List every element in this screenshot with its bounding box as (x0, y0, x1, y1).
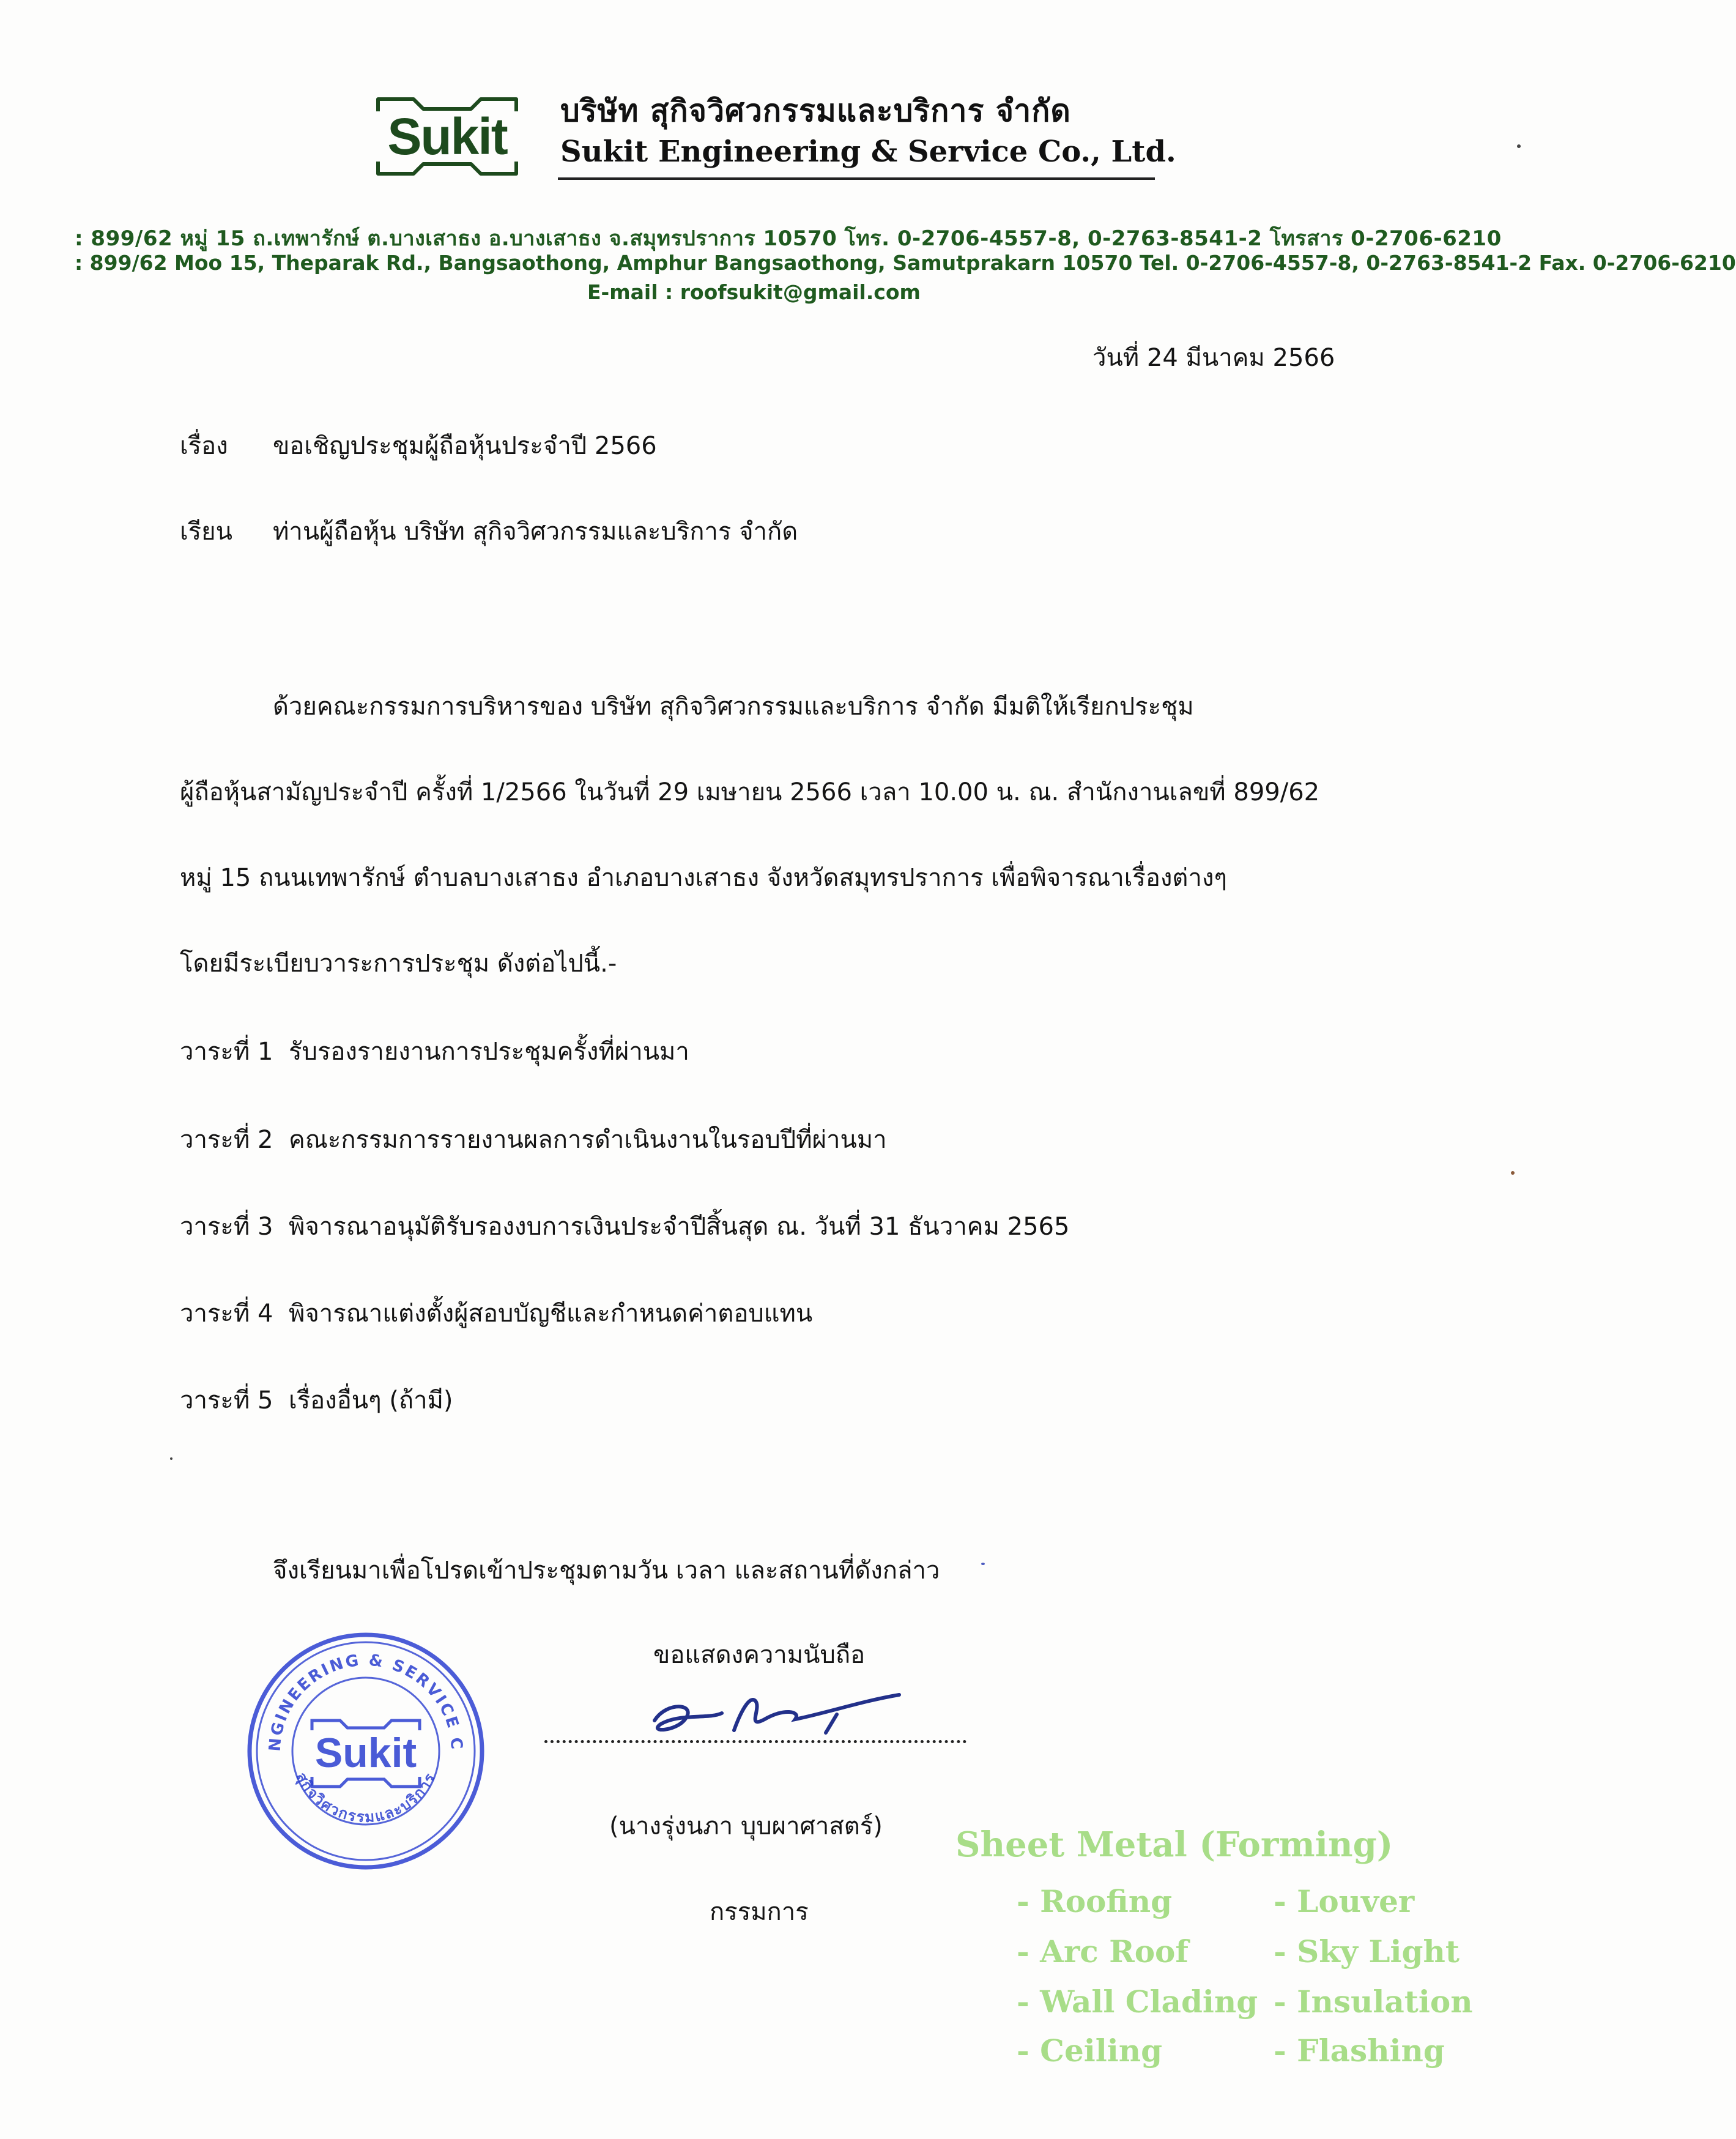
agenda-item (180, 1120, 887, 1159)
product-item: - Roofing (1017, 1883, 1173, 1919)
product-item: - Wall Clading (1017, 1984, 1258, 2020)
product-item: - Sky Light (1274, 1933, 1460, 1970)
agenda-label: วาระที่ 3 (180, 1213, 273, 1241)
agenda-label: วาระที่ 2 (180, 1126, 273, 1154)
agenda-item (180, 1380, 453, 1419)
handwritten-signature (642, 1676, 911, 1750)
product-item: - Louver (1274, 1883, 1415, 1919)
scan-speck (1511, 1171, 1515, 1175)
agenda-text: พิจารณาอนุมัติรับรองงบการเงินประจำปีสิ้นสุด ณ. วันที่ 31 ธันวาคม 2565 (289, 1213, 1070, 1241)
product-item: - Insulation (1274, 1984, 1473, 2020)
body-line: ด้วยคณะกรรมการบริหารของ บริษัท สุกิจวิศวกรรมและบริการ จำกัด มีมติให้เรียกประชุม (273, 693, 1194, 721)
company-email: E-mail : roofsukit@gmail.com (587, 280, 921, 304)
product-item: - Arc Roof (1017, 1933, 1189, 1970)
body-line: หมู่ 15 ถนนเทพารักษ์ ตำบลบางเสาธง อำเภอบางเสาธง จังหวัดสมุทรปราการ เพื่อพิจารณาเรื่องต่างๆ (180, 864, 1227, 892)
body-line: ผู้ถือหุ้นสามัญประจำปี ครั้งที่ 1/2566 ในวันที่ 29 เมษายน 2566 เวลา 10.00 น. ณ. สำนักงานเลขที่ 899/62 (180, 778, 1320, 806)
address-thai: : 899/62 หมู่ 15 ถ.เทพารักษ์ ต.บางเสาธง อ.บางเสาธง จ.สมุทรปราการ 10570 โทร. 0-2706-4557-8, 0-2763-8541-2 โทรสาร 0-2706-6210 (75, 226, 1502, 251)
agenda-label: วาระที่ 5 (180, 1386, 273, 1415)
agenda-text: คณะกรรมการรายงานผลการดำเนินงานในรอบปีที่ผ่านมา (289, 1126, 887, 1154)
svg-text:Sukit: Sukit (314, 1730, 417, 1776)
agenda-item (180, 1032, 689, 1071)
agenda-label: วาระที่ 4 (180, 1300, 273, 1328)
regards-text: ขอแสดงความนับถือ (653, 1641, 866, 1669)
svg-text:สุกิจวิศวกรรมและบริการ: สุกิจวิศวกรรมและบริการ (292, 1769, 439, 1826)
agenda-text: พิจารณาแต่งตั้งผู้สอบบัญชีและกำหนดค่าตอบแทน (289, 1300, 813, 1328)
closing-line: จึงเรียนมาเพื่อโปรดเข้าประชุมตามวัน เวลา และสถานที่ดังกล่าว (273, 1557, 940, 1585)
agenda-text: เรื่องอื่นๆ (ถ้ามี) (289, 1386, 453, 1415)
scan-speck (170, 1457, 172, 1460)
product-item: - Ceiling (1017, 2033, 1163, 2069)
agenda-text: รับรองรายงานการประชุมครั้งที่ผ่านมา (289, 1038, 689, 1066)
svg-text:SUKIT ENGINEERING & SERVICE CO: NGINEERING & SERVICE C (265, 1651, 466, 1752)
signature-line (544, 1740, 966, 1743)
company-name-thai: บริษัท สุกิจวิศวกรรมและบริการ จำกัด (560, 93, 1071, 128)
recipient-label: เรียน (180, 518, 232, 546)
letter-date: วันที่ 24 มีนาคม 2566 (1092, 344, 1335, 372)
products-title: Sheet Metal (Forming) (955, 1825, 1393, 1865)
company-logo (374, 91, 520, 182)
scan-speck (1517, 144, 1521, 148)
agenda-label: วาระที่ 1 (180, 1038, 273, 1066)
recipient-text: ท่านผู้ถือหุ้น บริษัท สุกิจวิศวกรรมและบริการ จำกัด (273, 518, 798, 546)
product-item: - Flashing (1274, 2033, 1445, 2069)
header-divider (558, 177, 1155, 180)
seal-stamp-icon (237, 1623, 494, 1880)
company-name-english: Sukit Engineering & Service Co., Ltd. (560, 135, 1176, 169)
body-line: โดยมีระเบียบวาระการประชุม ดังต่อไปนี้.- (180, 950, 617, 978)
subject-text: ขอเชิญประชุมผู้ถือหุ้นประจำปี 2566 (273, 432, 657, 460)
agenda-item (180, 1293, 813, 1333)
agenda-item (180, 1207, 1070, 1246)
scan-speck (981, 1563, 985, 1565)
address-english: : 899/62 Moo 15, Theparak Rd., Bangsaothong, Amphur Bangsaothong, Samutprakarn 10570 Tel. 0-2706-4557-8, 0-2763-8541-2 Fax. 0-2706-6210 (75, 251, 1736, 275)
subject-label: เรื่อง (180, 432, 228, 460)
signatory-name: (นางรุ่งนภา บุบผาศาสตร์) (609, 1812, 883, 1840)
logo-wordmark: Sukit (387, 108, 507, 165)
company-seal (237, 1623, 494, 1880)
signatory-position: กรรมการ (710, 1898, 809, 1926)
